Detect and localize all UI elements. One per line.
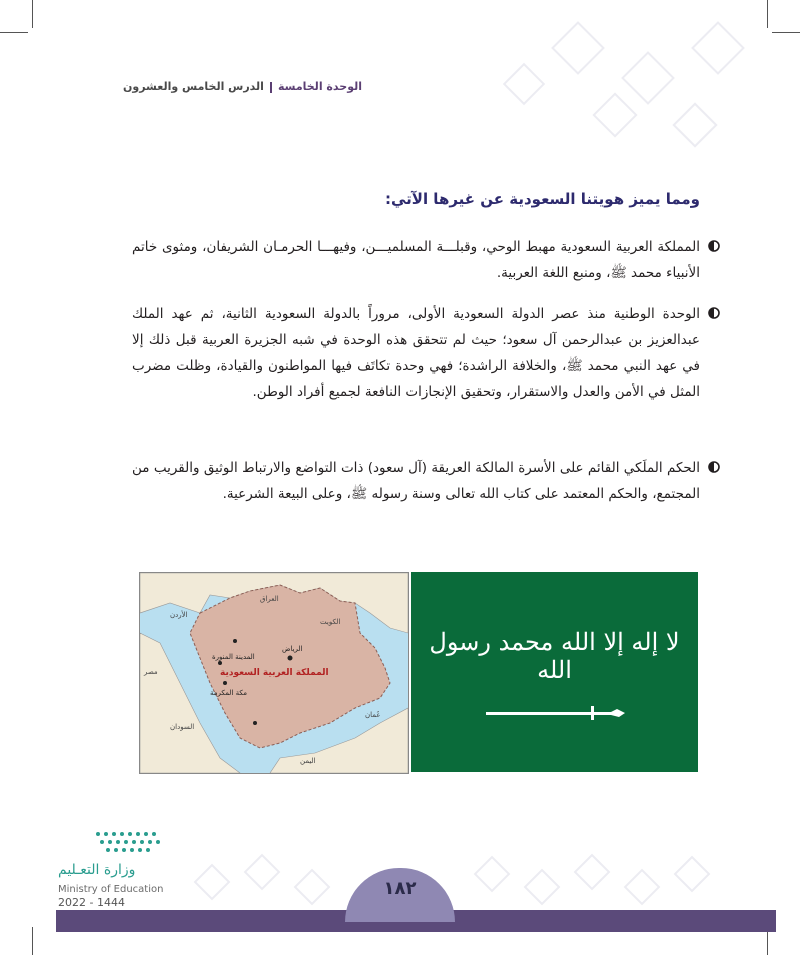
- page-number: ١٨٢: [383, 878, 417, 899]
- paragraph-text: الوحدة الوطنية منذ عصر الدولة السعودية الأولى، مروراً بالدولة السعودية الثانية، ثم عهد الملك عبدالعزيز بن عبدالرحمن آل سعود؛ حيث لم تتحقق هذه الوحدة في شبه الجزيرة العربية قبل ذلك إلا في عهد النبي محمد ﷺ، والخلافة الراشدة؛ فهي وحدة تكاتَف فيها المواطنون والقيادة، وظلت مضرب المثل في الأمن والعدل والاستقرار، وتحقيق الإنجازات النافعة لجميع أفراد الوطن.: [132, 306, 700, 400]
- bullet-icon: [708, 307, 720, 319]
- paragraph-text: المملكة العربية السعودية مهبط الوحي، وقبلـــة المسلميـــن، وفيهـــا الحرمـان الشريفان، ومثوى خاتم الأنبياء محمد ﷺ، ومنبع اللغة العربية.: [132, 239, 700, 281]
- ministry-name-arabic: وزارة التعـليم: [58, 862, 136, 878]
- list-item: [132, 455, 700, 507]
- bullet-icon: [708, 240, 720, 252]
- saudi-arabia-map: [139, 572, 409, 774]
- ministry-name-english: Ministry of Education: [58, 884, 164, 895]
- map-label: المدينة المنورة: [212, 653, 255, 661]
- crop-mark: [0, 32, 28, 33]
- map-label: عُمان: [365, 711, 381, 719]
- edition-year: 2022 - 1444: [58, 896, 125, 909]
- map-label: مصر: [144, 668, 158, 676]
- map-label: الكويت: [320, 618, 341, 626]
- list-item: [132, 301, 700, 405]
- sword-icon: [411, 572, 698, 772]
- paragraph-text: الحكم الملَكي القائم على الأسرة المالكة العريقة (آل سعود) ذات التواضع والارتباط الوثيق والقريب من المجتمع، والحكم المعتمد على كتاب الله تعالى وسنة رسوله ﷺ، وعلى البيعة الشرعية.: [132, 460, 700, 502]
- map-label: اليمن: [300, 757, 316, 765]
- crop-mark: [772, 32, 800, 33]
- unit-title: الوحدة الخامسة: [277, 80, 362, 93]
- map-label: مكة المكرمة: [210, 689, 247, 697]
- header-divider: [270, 82, 272, 93]
- country-label: المملكة العربية السعودية: [220, 668, 329, 678]
- section-intro: ومما يميز هويتنا السعودية عن غيرها الآتي:: [384, 190, 700, 208]
- saudi-flag: [411, 572, 698, 772]
- shahada-text: لا إله إلا الله محمد رسول الله: [429, 628, 680, 684]
- map-label: العراق: [260, 595, 279, 603]
- lesson-title: الدرس الخامس والعشرون: [122, 80, 264, 93]
- list-item: [132, 234, 700, 286]
- map-label: الرياض: [282, 645, 303, 653]
- map-label: السودان: [170, 723, 195, 731]
- crop-mark: [32, 927, 33, 955]
- bullet-icon: [708, 461, 720, 473]
- map-label: الأردن: [170, 611, 188, 619]
- crop-mark: [32, 0, 33, 28]
- page-header: [123, 80, 362, 93]
- crop-mark: [767, 0, 768, 28]
